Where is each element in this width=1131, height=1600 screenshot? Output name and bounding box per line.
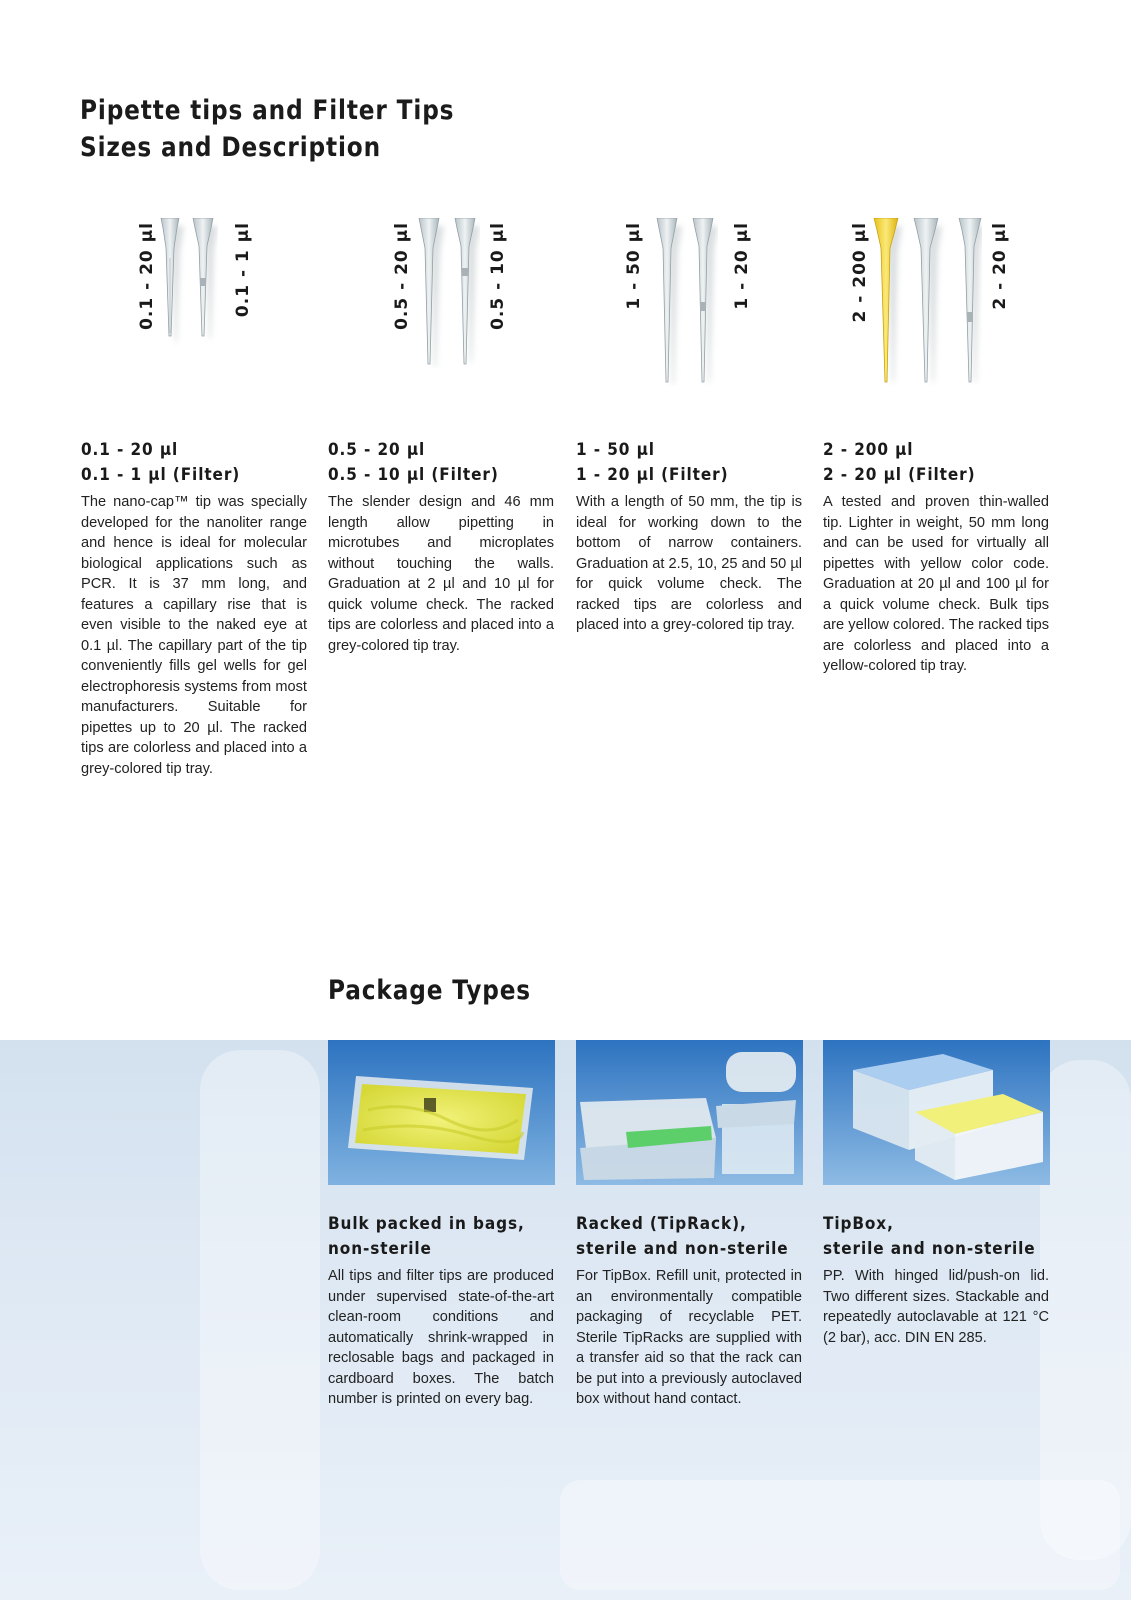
pipette-tip-illustration	[158, 218, 218, 348]
tipbox-photo	[823, 1040, 1050, 1185]
package-heading	[576, 1212, 789, 1262]
page-title-line1: Pipette tips and Filter Tips	[80, 95, 455, 126]
size-heading	[328, 438, 531, 488]
size-heading	[576, 438, 779, 488]
package-name: TipBox,	[823, 1214, 894, 1234]
size-range: 0.5 - 20 µl	[328, 440, 426, 460]
package-types-title: Package Types	[328, 975, 531, 1006]
filter-range: 0.1 - 1 µl (Filter)	[81, 465, 241, 485]
tip-volume-label: 0.1 - 1 µl	[233, 222, 253, 318]
tip-volume-label: 2 - 200 µl	[850, 222, 870, 323]
pipette-tip-illustration	[416, 218, 480, 368]
background-decoration	[200, 1050, 320, 1590]
tip-volume-label: 0.5 - 10 µl	[488, 222, 508, 330]
filter-range: 0.5 - 10 µl (Filter)	[328, 465, 499, 485]
background-decoration	[560, 1480, 1120, 1590]
package-sterility: non-sterile	[328, 1239, 432, 1259]
size-description: The slender design and 46 mm length allow pipetting in microtubes and microplates without touching the walls. Graduation at 2 µl and 10 µl for quick volume check. The racked tips are colorless and placed into a grey-colored tip tray.	[328, 494, 554, 654]
package-description: For TipBox. Refill unit, protected in an environmentally compatible packaging of recyclable PET. Sterile TipRacks are supplied with a transfer aid so that the rack can be put into a previously autoclaved box without hand contact.	[576, 1268, 802, 1407]
package-column	[823, 1212, 1049, 1348]
package-sterility: sterile and non-sterile	[576, 1239, 789, 1259]
package-column	[328, 1212, 554, 1410]
size-range: 2 - 200 µl	[823, 440, 914, 460]
package-heading	[328, 1212, 531, 1262]
tip-volume-label: 0.1 - 20 µl	[137, 222, 157, 330]
size-heading	[81, 438, 284, 488]
tip-volume-label: 1 - 20 µl	[732, 222, 752, 310]
tip-volume-label: 2 - 20 µl	[990, 222, 1010, 310]
size-heading	[823, 438, 1026, 488]
size-description: A tested and proven thin-walled tip. Lighter in weight, 50 mm long and can be used for virtually all pipettes with yellow color code. Graduation at 20 µl and 100 µl for a quick volume check. Bulk tips are yellow colored. The racked tips are colorless and placed into a yellow-colored tip tray.	[823, 494, 1049, 674]
tip-volume-label: 1 - 50 µl	[624, 222, 644, 310]
filter-range: 1 - 20 µl (Filter)	[576, 465, 729, 485]
size-column	[576, 438, 802, 636]
package-name: Racked (TipRack),	[576, 1214, 747, 1234]
package-column	[576, 1212, 802, 1410]
size-column	[81, 438, 307, 779]
tiprack-photo	[576, 1040, 803, 1185]
bulk-bag-photo	[328, 1040, 555, 1185]
page-title-line2: Sizes and Description	[80, 132, 381, 163]
package-sterility: sterile and non-sterile	[823, 1239, 1036, 1259]
size-range: 1 - 50 µl	[576, 440, 655, 460]
size-description: The nano-cap™ tip was specially developed for the nanoliter range and hence is ideal for molecular biological applications such as PCR. It is 37 mm long, and features a capillary rise that is even visible to the naked eye at 0.1 µl. The capillary part of the tip conveniently fills gel wells for gel electrophoresis systems from most manufacturers. Suitable for pipettes up to 20 µl. The racked tips are colorless and placed into a grey-colored tip tray.	[81, 494, 307, 777]
size-range: 0.1 - 20 µl	[81, 440, 179, 460]
package-description: PP. With hinged lid/push-on lid. Two different sizes. Stackable and repeatedly autoclavable at 121 °C (2 bar), acc. DIN EN 285.	[823, 1268, 1049, 1346]
size-column	[328, 438, 554, 656]
pipette-tip-illustration	[654, 218, 718, 386]
package-heading	[823, 1212, 1036, 1262]
package-name: Bulk packed in bags,	[328, 1214, 525, 1234]
pipette-tip-illustration	[872, 218, 982, 386]
filter-range: 2 - 20 µl (Filter)	[823, 465, 976, 485]
page-title	[80, 92, 454, 166]
package-description: All tips and filter tips are produced under supervised state-of-the-art clean-room conditions and automatically shrink-wrapped in reclosable bags and packaged in cardboard boxes. The batch number is printed on every bag.	[328, 1268, 554, 1407]
tip-volume-label: 0.5 - 20 µl	[392, 222, 412, 330]
size-description: With a length of 50 mm, the tip is ideal for working down to the bottom of narrow containers. Graduation at 2.5, 10, 25 and 50 µl for quick volume check. The racked tips are colorless and placed into a grey-colored tip tray.	[576, 494, 802, 633]
size-column	[823, 438, 1049, 677]
